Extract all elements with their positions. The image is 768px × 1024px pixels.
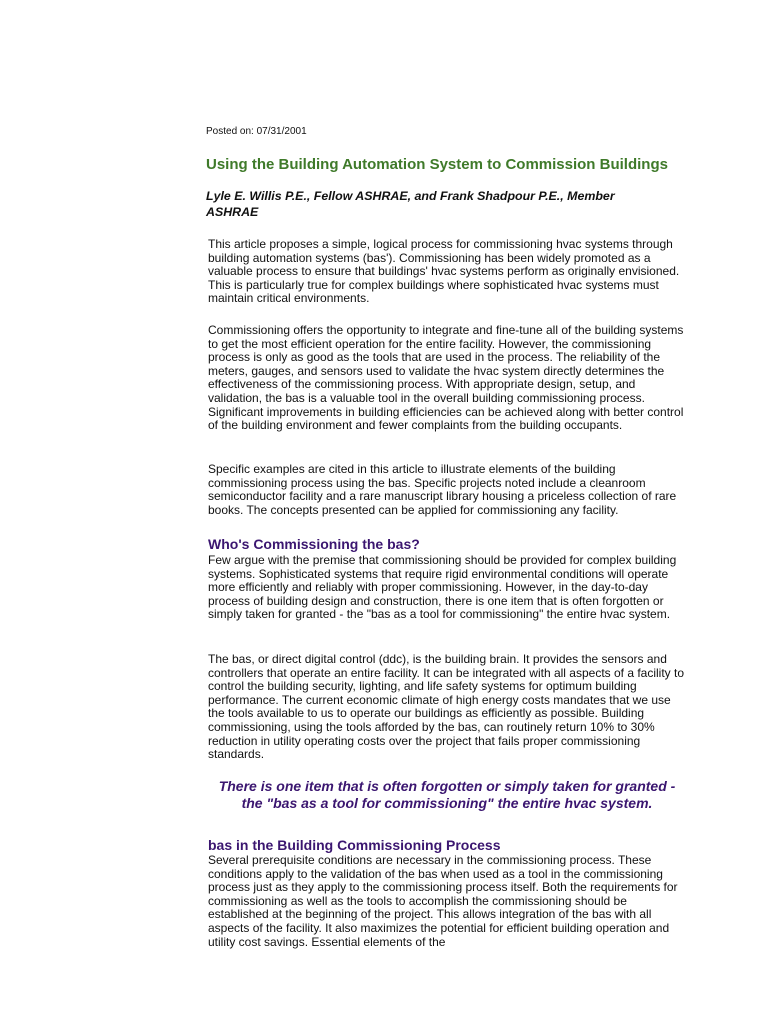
section-heading-bas-in-commissioning: bas in the Building Commissioning Process (208, 837, 501, 853)
intro-paragraph-1 (208, 238, 688, 306)
section2-paragraph-1 (208, 854, 688, 949)
paragraph-text: Few argue with the premise that commissioning should be provided for complex building systems. Sophisticated systems that require rigid environmental conditions will operate more efficiently and reliably with proper commissioning. However, in the day-to-day process of building design and construction, there is one item that is often forgotten or simply taken for granted - the "bas as a tool for commissioning" the entire hvac system. (208, 553, 677, 622)
article-authors: Lyle E. Willis P.E., Fellow ASHRAE, and Frank Shadpour P.E., Member ASHRAE (206, 189, 615, 219)
paragraph-text: Specific examples are cited in this article to illustrate elements of the building commissioning process using the bas. Specific projects noted include a cleanroom semiconductor facility and a rare manuscript library housing a priceless collection of rare books. The concepts presented can be applied for commissioning any facility. (208, 462, 677, 517)
intro-paragraph-2 (208, 324, 688, 433)
intro-paragraph-3 (208, 463, 688, 517)
paragraph-text: The bas, or direct digital control (ddc), is the building brain. It provides the sensors and controllers that operate an entire facility. It can be integrated with all aspects of a facility to control the building security, lighting, and life safety systems for optimum building performance. The current economic climate of high energy costs mandates that we use the tools available to us to operate our buildings as efficiently as possible. Building commissioning, using the tools afforded by the bas, can routinely return 10% to 30% reduction in utility operating costs over the project that fails proper commissioning standards. (208, 652, 685, 762)
section1-paragraph-1 (208, 554, 688, 622)
posted-date: Posted on: 07/31/2001 (206, 126, 307, 137)
article-title: Using the Building Automation System to Commission Buildings (206, 156, 668, 173)
paragraph-text: Several prerequisite conditions are necessary in the commissioning process. These conditions apply to the validation of the bas when used as a tool in the commissioning process just as they apply to the commissioning process itself. Both the requirements for commissioning as well as the tools to accomplish the commissioning should be established at the beginning of the project. This allows integration of the bas with all aspects of the facility. It also maximizes the potential for efficient building operation and utility cost savings. Essential elements of the (208, 853, 678, 949)
pull-quote: There is one item that is often forgotten or simply taken for granted - the "bas as a tool for commissioning" the entire hvac system. (218, 778, 676, 811)
paragraph-text: This article proposes a simple, logical process for commissioning hvac systems through building automation systems (bas'). Commissioning has been widely promoted as a valuable process to ensure that buildings' hvac systems perform as originally envisioned. This is particularly true for complex buildings where sophisticated hvac systems must maintain critical environments. (208, 237, 680, 306)
paragraph-text: Commissioning offers the opportunity to integrate and fine-tune all of the building systems to get the most efficient operation for the entire facility. However, the commissioning process is only as good as the tools that are used in the process. The reliability of the meters, gauges, and sensors used to validate the hvac system directly determines the effectiveness of the commissioning process. With appropriate design, setup, and validation, the bas is a valuable tool in the overall building commissioning process. Significant improvements in building efficiencies can be achieved along with better control of the building environment and fewer complaints from the building occupants. (208, 323, 684, 433)
section-heading-whos-commissioning: Who's Commissioning the bas? (208, 536, 420, 552)
section1-paragraph-2 (208, 653, 688, 762)
